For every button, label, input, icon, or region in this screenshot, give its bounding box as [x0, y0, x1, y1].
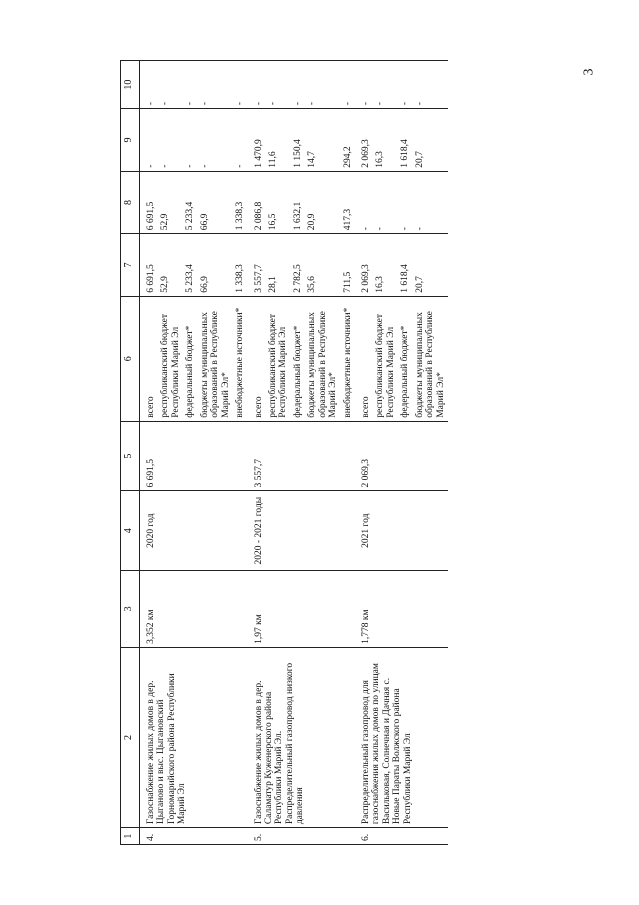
funding-source: республиканский бюджет Республики Марий Эл: [373, 296, 398, 421]
column-header-8: 8: [121, 171, 140, 234]
amount-2020: -: [398, 171, 412, 234]
table-row: [355, 61, 373, 845]
funding-source: бюджеты муниципальных образований в Республике Марий Эл*: [413, 296, 448, 421]
amount-2021: -: [140, 109, 159, 172]
amount-2021: 294,2: [341, 109, 355, 172]
amount-2021: 2 069,3: [355, 109, 373, 172]
object-length: 3,352 км: [140, 570, 248, 647]
amount-2021: -: [158, 109, 183, 172]
amount-2020: -: [373, 171, 398, 234]
total-cost: 2 069,3: [355, 421, 448, 491]
gas-projects-table: [120, 60, 448, 845]
amount-2022: -: [341, 61, 355, 109]
table-row: [140, 61, 159, 845]
amount-2022: -: [398, 61, 412, 109]
amount-total: 711,5: [341, 234, 355, 297]
column-header-1: 1: [121, 828, 140, 845]
amount-2022: -: [413, 61, 448, 109]
gas-projects-table-container: [120, 60, 555, 845]
amount-2021: -: [183, 109, 197, 172]
amount-2020: 2 086,8: [248, 171, 266, 234]
row-number: 4.: [140, 828, 248, 845]
funding-source: внебюджетные источники*: [233, 296, 247, 421]
amount-2020: 5 233,4: [183, 171, 197, 234]
column-header-10: 10: [121, 61, 140, 109]
row-number: 6.: [355, 828, 448, 845]
implementation-period: 2020 - 2021 годы: [248, 491, 356, 570]
amount-2020: 1 338,3: [233, 171, 247, 234]
amount-2022: -: [140, 61, 159, 109]
funding-source: всего: [355, 296, 373, 421]
amount-2020: -: [413, 171, 448, 234]
amount-total: 3 557,7: [248, 234, 266, 297]
amount-2020: -: [355, 171, 373, 234]
amount-2021: -: [233, 109, 247, 172]
funding-source: бюджеты муниципальных образований в Республике Марий Эл*: [305, 296, 340, 421]
column-header-7: 7: [121, 234, 140, 297]
amount-2021: 1 150,4: [291, 109, 305, 172]
funding-source: всего: [248, 296, 266, 421]
amount-2022: -: [248, 61, 266, 109]
amount-total: 28,1: [266, 234, 291, 297]
object-name: Распределительный газопровод для газоснабжения жилых домов по улицам Васильковая, Солнечная и Дачная с. Новые Параты Волжского района Республики Марий Эл: [355, 647, 448, 827]
amount-2021: 14,7: [305, 109, 340, 172]
amount-2022: -: [291, 61, 305, 109]
page-number: 3: [581, 68, 597, 76]
amount-2022: -: [355, 61, 373, 109]
funding-source: федеральный бюджет*: [398, 296, 412, 421]
column-header-4: 4: [121, 491, 140, 570]
amount-total: 1 618,4: [398, 234, 412, 297]
header-row: [121, 61, 140, 845]
implementation-period: 2021 год: [355, 491, 448, 570]
amount-total: 5 233,4: [183, 234, 197, 297]
object-length: 1,97 км: [248, 570, 356, 647]
amount-2022: -: [183, 61, 197, 109]
column-header-3: 3: [121, 570, 140, 647]
funding-source: республиканский бюджет Республики Марий Эл: [158, 296, 183, 421]
amount-total: 16,3: [373, 234, 398, 297]
amount-2022: -: [373, 61, 398, 109]
amount-total: 2 069,3: [355, 234, 373, 297]
amount-2020: 1 632,1: [291, 171, 305, 234]
funding-source: внебюджетные источники*: [341, 296, 355, 421]
amount-2020: 16,5: [266, 171, 291, 234]
total-cost: 3 557,7: [248, 421, 356, 491]
amount-total: 1 338,3: [233, 234, 247, 297]
amount-2020: 66,9: [198, 171, 233, 234]
amount-total: 2 782,5: [291, 234, 305, 297]
implementation-period: 2020 год: [140, 491, 248, 570]
funding-source: всего: [140, 296, 159, 421]
row-number: 5.: [248, 828, 356, 845]
amount-2020: 417,3: [341, 171, 355, 234]
funding-source: республиканский бюджет Республики Марий Эл: [266, 296, 291, 421]
amount-2021: 1 618,4: [398, 109, 412, 172]
table-row: [248, 61, 266, 845]
amount-2020: 52,9: [158, 171, 183, 234]
funding-source: федеральный бюджет*: [183, 296, 197, 421]
amount-2021: 1 470,9: [248, 109, 266, 172]
amount-2021: 16,3: [373, 109, 398, 172]
amount-2022: -: [305, 61, 340, 109]
amount-2021: -: [198, 109, 233, 172]
amount-total: 35,6: [305, 234, 340, 297]
funding-source: федеральный бюджет*: [291, 296, 305, 421]
amount-total: 20,7: [413, 234, 448, 297]
amount-2022: -: [198, 61, 233, 109]
amount-total: 6 691,5: [140, 234, 159, 297]
column-header-5: 5: [121, 421, 140, 491]
amount-2022: -: [233, 61, 247, 109]
rotated-table-area: [120, 60, 639, 841]
amount-total: 52,9: [158, 234, 183, 297]
amount-2022: -: [266, 61, 291, 109]
object-name: Газоснабжение жилых домов в дер. Саламатур Куженерского района Республики Марий Эл. Распределительный газопровод низкого давления: [248, 647, 356, 827]
object-name: Газоснабжение жилых домов в дер. Цыганово и выс. Цыгановский Горномарийского района Республики Марий Эл: [140, 647, 248, 827]
amount-2022: -: [158, 61, 183, 109]
amount-2021: 11,6: [266, 109, 291, 172]
column-header-2: 2: [121, 647, 140, 827]
total-cost: 6 691,5: [140, 421, 248, 491]
amount-2021: 20,7: [413, 109, 448, 172]
column-header-9: 9: [121, 109, 140, 172]
object-length: 1,778 км: [355, 570, 448, 647]
amount-2020: 6 691,5: [140, 171, 159, 234]
table-body: [140, 61, 449, 845]
amount-2020: 20,9: [305, 171, 340, 234]
amount-total: 66,9: [198, 234, 233, 297]
funding-source: бюджеты муниципальных образований в Республике Марий Эл*: [198, 296, 233, 421]
column-header-6: 6: [121, 296, 140, 421]
